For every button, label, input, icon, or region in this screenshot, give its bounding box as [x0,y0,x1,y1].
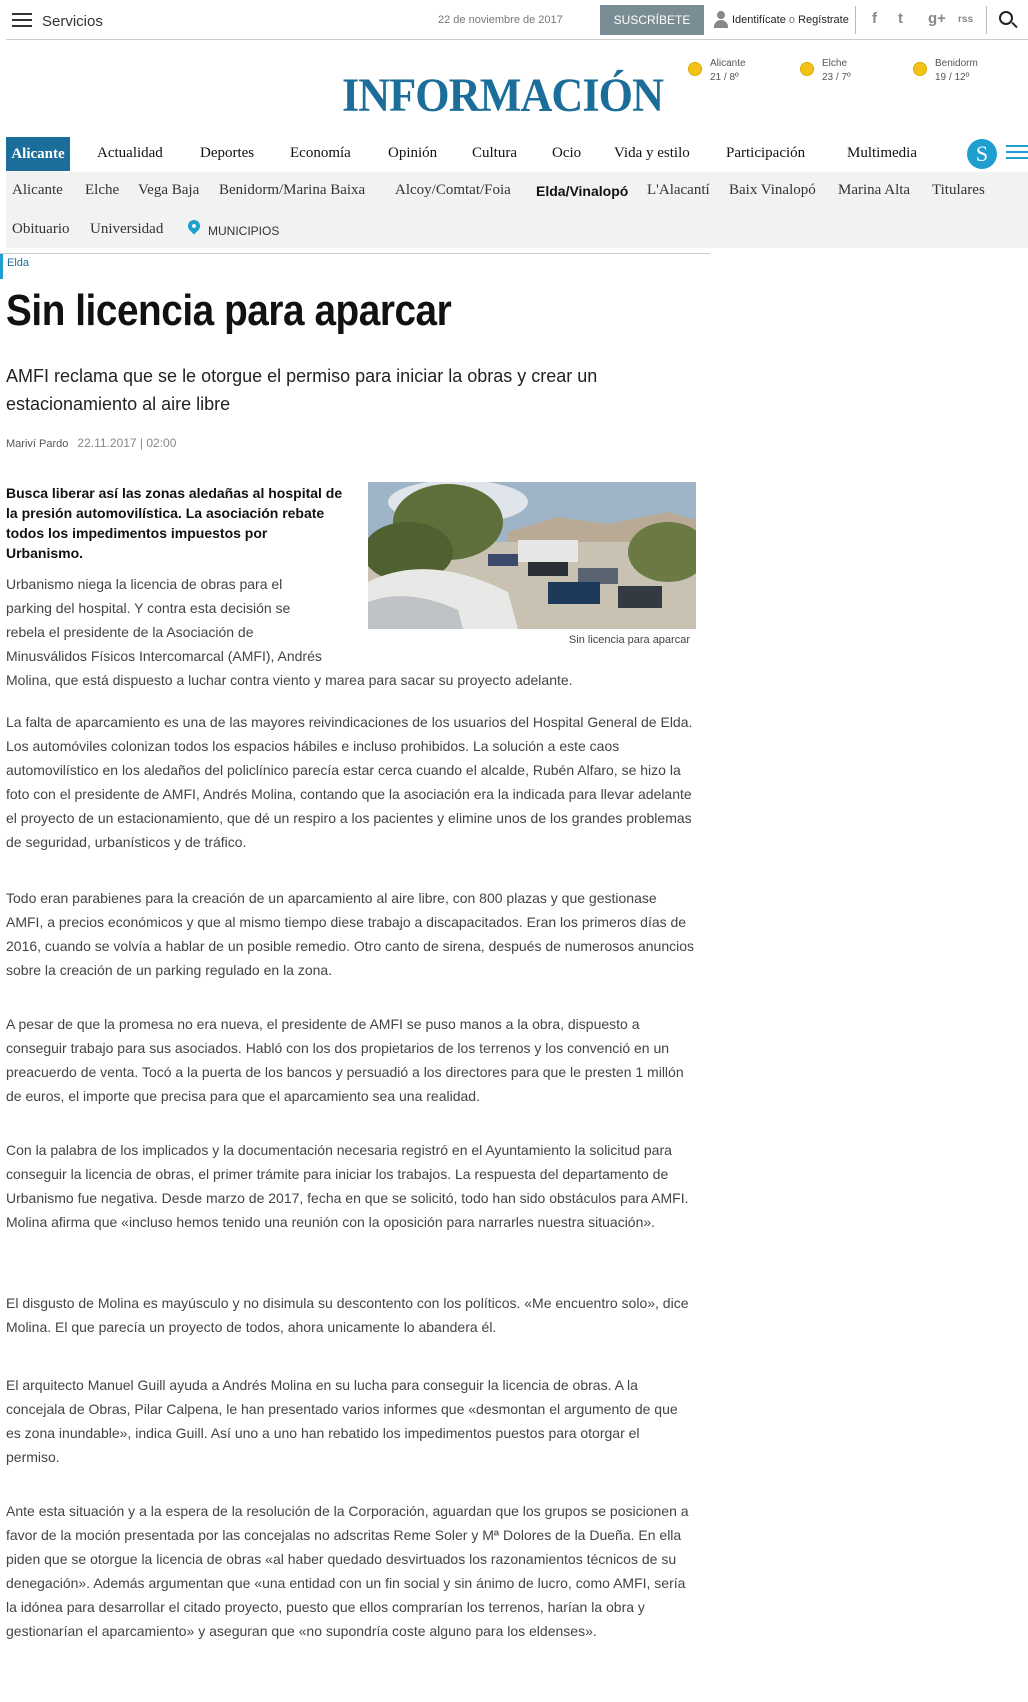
weather-temp: 19 / 12º [935,72,970,83]
weather-benidorm[interactable] [913,58,978,83]
subnav-item-elche[interactable]: Elche [85,182,120,198]
subnav-item-benidorm[interactable]: Benidorm/Marina Baixa [219,182,366,198]
register-link[interactable]: Regístrate [798,14,849,26]
subnav-item-titulares[interactable]: Titulares [932,182,985,198]
location-pin-icon [188,220,200,236]
subnav-item-marina-alta[interactable]: Marina Alta [838,182,911,198]
divider [986,6,987,34]
menu-icon[interactable] [1006,145,1028,163]
weather-elche[interactable] [800,58,851,83]
current-date: 22 de noviembre de 2017 [438,14,563,26]
paragraph-line: Molina, que está dispuesto a luchar contra viento y marea para sacar su proyecto adelante. [6,672,573,688]
sun-icon [688,62,702,76]
paragraph-line: Minusválidos Físicos Intercomarcal (AMFI), Andrés [6,648,322,664]
site-logo[interactable]: INFORMACIÓN [342,69,664,122]
weather-temp: 23 / 7º [822,72,851,83]
article-paragraph [6,572,696,692]
paragraph-line: Urbanismo niega la licencia de obras para el [6,576,283,592]
photo-caption: Sin licencia para aparcar [568,634,690,646]
article-paragraph: El disgusto de Molina es mayúsculo y no disimula su descontento con los políticos. «Me encuentro solo», dice Molina. El que parecía un proyecto de todos, ahora unicamente lo abandera él. [6,1295,689,1335]
nav-item-alicante[interactable]: Alicante [6,137,70,171]
article-paragraph: Ante esta situación y a la espera de la resolución de la Corporación, aguardan que los grupos se posicionen a favor de la moción presentada por las concejalas no adscritas Reme Soler y Mª Dolores de la Dueña. En ella piden que se otorgue la licencia de obras «al haber quedado desvirtuados los razonamientos técnicos de su denegación». Además argumentan que «una entidad con un fin social y sin ánimo de lucro, como AMFI, sería la idónea para desarrollar el citado proyecto, puesto que ellos comprarían los terrenos, harían la obra y gestionarían el aparcamiento» y aseguran que «no supondría coste alguno para los eldenses». [6,1503,689,1639]
weather-city: Alicante [710,58,746,69]
paragraph-line: parking del hospital. Y contra esta decisión se [6,600,291,616]
weather-temp: 21 / 8º [710,72,739,83]
nav-item-vida-y-estilo[interactable]: Vida y estilo [614,145,690,161]
nav-item-deportes[interactable]: Deportes [200,145,255,161]
search-icon[interactable] [999,11,1019,31]
nav-item-cultura[interactable]: Cultura [472,145,517,161]
subnav-item-lalacanti[interactable]: L'Alacantí [647,182,710,198]
sub-nav [6,172,1028,248]
divider [0,253,710,254]
subnav-item-municipios[interactable]: MUNICIPIOS [208,224,280,238]
subscribe-button[interactable]: SUSCRÍBETE [600,5,704,35]
article-author[interactable]: Mariví Pardo [6,438,69,450]
weather-city: Benidorm [935,58,978,69]
top-bar [6,0,1028,40]
nav-item-economia[interactable]: Economía [290,145,351,161]
sun-icon [913,62,927,76]
login-or-text: o [788,14,796,26]
login-link[interactable]: Identifícate [732,14,786,26]
subnav-item-vega-baja[interactable]: Vega Baja [138,182,200,198]
article-subtitle: AMFI reclama que se le otorgue el permiso para iniciar la obras y crear un estacionamiento al aire libre [6,366,598,414]
article-paragraph: Con la palabra de los implicados y la documentación necesaria registró en el Ayuntamiento la solicitud para conseguir la licencia de obras, el primer trámite para iniciar los trabajos. La respuesta del departamento de Urbanismo fue negativa. Desde marzo de 2017, fecha en que se solicitó, todo han sido obstáculos para AMFI. Molina afirma que «incluso hemos tenido una reunión con la oposición para narrarles nuestra situación». [6,1142,689,1230]
twitter-icon[interactable]: t [898,10,903,27]
subnav-item-universidad[interactable]: Universidad [90,221,164,237]
nav-item-actualidad[interactable]: Actualidad [97,145,163,161]
subnav-item-obituario[interactable]: Obituario [12,221,70,237]
weather-alicante[interactable] [688,58,746,83]
article-paragraph: Todo eran parabienes para la creación de un aparcamiento al aire libre, con 800 plazas y que gestionase AMFI, a precios económicos y que al mismo tiempo diese trabajo a discapacitados. Eran los primeros días de 2016, cuando se volvía a hablar de un posible remedio. Otro canto de sirena, después de numerosos anuncios sobre la creación de un parking regulado en la zona. [6,890,694,978]
article-lead: Busca liberar así las zonas aledañas al hospital de la presión automovilística. La asociación rebate todos los impedimentos impuestos por Urbanismo. [6,485,343,561]
nav-item-ocio[interactable]: Ocio [552,145,582,161]
services-link[interactable]: Servicios [42,13,103,30]
subnav-item-baix-vinalopo[interactable]: Baix Vinalopó [729,182,816,198]
nav-item-participacion[interactable]: Participación [726,145,806,161]
article-title: Sin licencia para aparcar [6,286,452,335]
sun-icon [800,62,814,76]
rss-icon[interactable]: rss [958,14,974,25]
subnav-item-elda[interactable]: Elda/Vinalopó [536,183,629,199]
section-tag[interactable]: Elda [0,254,29,279]
subnav-item-alcoy[interactable]: Alcoy/Comtat/Foia [395,182,511,198]
article-datetime: 22.11.2017 | 02:00 [77,436,177,450]
article-paragraph: El arquitecto Manuel Guill ayuda a Andrés Molina en su lucha para conseguir la licencia de obras. A la concejala de Obras, Pilar Calpena, le han presentado varios informes que «desmontan el argumento de que es zona inundable», indica Guill. Así uno a uno han rebatido los impedimentos puestos para otorgar el permiso. [6,1377,678,1465]
facebook-icon[interactable]: f [872,10,877,27]
login-links [732,14,849,26]
nav-item-opinion[interactable]: Opinión [388,145,438,161]
paragraph-line: rebela el presidente de la Asociación de [6,624,254,640]
article-byline [6,436,176,450]
subnav-item-alicante[interactable]: Alicante [12,182,63,198]
divider [855,6,856,34]
weather-city: Elche [822,58,848,69]
nav-item-multimedia[interactable]: Multimedia [847,145,917,161]
subscriber-badge[interactable]: S [967,139,997,169]
hamburger-menu-icon[interactable] [12,13,32,28]
article-paragraph: A pesar de que la promesa no era nueva, el presidente de AMFI se puso manos a la obra, dispuesto a conseguir trabajo para sus asociados. Habló con los dos propietarios de los terrenos y los convenció en un preacuerdo de venta. Tocó a la puerta de los bancos y persuadió a los directores para que le presten 1 millón de euros, el importe que precisa para que el aparcamiento sea una realidad. [6,1016,684,1104]
article-paragraph: La falta de aparcamiento es una de las mayores reivindicaciones de los usuarios del Hospital General de Elda. Los automóviles colonizan todos los espacios hábiles e incluso prohibidos. La solución a este caos automovilístico en los aledaños del policlínico parecía estar cerca cuando el alcalde, Rubén Alfaro, se hizo la foto con el presidente de AMFI, Andrés Molina, contando que la asociación era la indicada para llevar adelante el proyecto de un estacionamiento, que dé un respiro a los pacientes y elimine unos de los grandes problemas de seguridad, urbanísticos y de tráfico. [6,714,693,850]
user-icon [714,11,728,29]
google-plus-icon[interactable]: g+ [928,10,946,27]
main-nav [6,137,1028,171]
